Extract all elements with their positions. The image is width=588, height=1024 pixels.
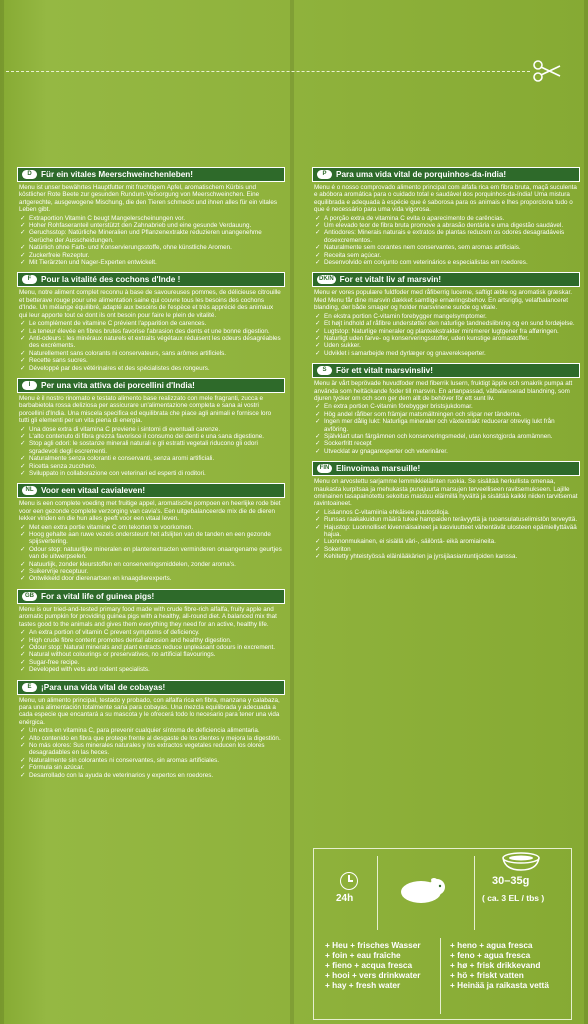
benefit-point: ✓ No más olores: Sus minerales naturales y los extractos vegetales reducen los olores desagradables en las heces. (19, 742, 283, 757)
bag-seam-left (0, 0, 4, 1024)
benefit-point: ✓ Naturalmente sem corantes nem conservantes, sem aromas artificiais. (314, 244, 578, 251)
benefit-point: ✓ Fórmula sin azúcar. (19, 764, 283, 771)
section-intro: Menu is een complete voeding met fruitige appel, aromatische pompoen en heerlijke rode biet voor een gezonde complete verzorging van cavia's. Een uitgebalanceerde mix die de dieren lekker vinden en die hun alles geeft voor een vitaal leven. (19, 500, 281, 523)
benefit-point: ✓ Développé par des vétérinaires et des spécialistes des rongeurs. (19, 365, 283, 372)
language-code-badge: F (22, 275, 37, 284)
divider (377, 856, 378, 930)
section-intro: Menu è il nostro rinomato e testato alimento base realizzato con mele fragranti, zucca e barbabietola rossa deliziosa per assicurare un'alimentazione completa e sana ai vostri porcellini d'India. Una miscela specifica ed equilibrata che piace agli animali e fornisce loro tutti gli elementi per un vita piena di energia. (19, 394, 272, 425)
benefit-point: ✓ En extra portion C-vitamin förebygger bristsjukdomar. (314, 403, 578, 410)
section-intro: Menu ist unser bewährtes Hauptfutter mit fruchtigem Apfel, aromatischem Kürbis und köstlicher Rote Beete zur gesunden Rundum-Versorgung von Meerschweinchen. Eine artgerechte, ausgewogene Mischung, die den Tieren schmeckt und ihnen alles für ein vitales Leben gibt. (19, 184, 277, 214)
section-title: For a vital life of guinea pigs! (41, 591, 155, 601)
language-section (17, 167, 285, 266)
benefit-point: ✓ Stop agli odori: le sostanze minerali naturali e gli estratti vegetali riducono gli odori sgradevoli degli escrementi. (19, 440, 283, 455)
benefit-point: ✓ Extraportion Vitamin C beugt Mangelerscheinungen vor. (19, 215, 283, 222)
benefit-point: ✓ Zuckerfreie Rezeptur. (19, 252, 283, 259)
benefit-point: ✓ Una dose extra di vitamina C previene i sintomi di eventuali carenze. (19, 426, 283, 433)
benefit-point: ✓ Uden sukker. (314, 342, 578, 349)
feeding-duration: 24h (336, 893, 354, 904)
feeding-line: + fieno + acqua fresca (325, 960, 413, 970)
feeding-line: + hö + friskt vatten (450, 970, 524, 980)
daily-dose: 30–35g (492, 875, 530, 887)
section-header (312, 363, 580, 378)
benefit-point: ✓ Sockerfritt recept (314, 440, 578, 447)
guinea-pig-icon (397, 876, 447, 904)
benefit-point: ✓ Antiodores: Minerais naturais e extratos de plantas reduzem os odores desagradáveis dosexcrementos. (314, 229, 578, 244)
benefit-point: ✓ Ricetta senza zucchero. (19, 463, 283, 470)
benefit-point: ✓ Geruchsstop: Natürliche Mineralien und Pflanzenextrakte reduzieren unangenehme Gerüche der Ausscheidungen. (19, 229, 283, 244)
benefit-point: ✓ High crude fibre content promotes dental abrasion and healthy digestion. (19, 637, 283, 644)
language-code-badge: S (317, 366, 332, 375)
benefit-point: ✓ Suikervrije receptuur. (19, 568, 283, 575)
section-title: För ett vitalt marsvinsliv! (336, 366, 433, 376)
clock-icon (340, 872, 358, 890)
section-intro: Menu, un alimento principal, testado y probado, con alfalfa rica en fibra, manzana y calabaza, para una alimentación totalmente sana para cobayas. Una mezcla equilibrada y adecuada a cada especie que encantará a su mascota y le ofrecerá todo lo necesario para tener una vida enérgica. (19, 696, 280, 726)
language-section (17, 272, 285, 371)
language-section (312, 272, 580, 357)
benefit-point: ✓ Lisäannos C-vitamiinia ehkäisee puutostiloja. (314, 509, 578, 516)
benefit-point: ✓ Um elevado teor de fibra bruta promove a abrasão dentária e uma digestão saudável. (314, 222, 578, 229)
section-header (312, 167, 580, 182)
benefit-point: ✓ Sugar-free recipe. (19, 659, 283, 666)
left-language-column (17, 167, 285, 785)
benefit-point: ✓ Ontwikkeld door dierenartsen en knaagdierexperts. (19, 575, 283, 582)
language-code-badge: E (22, 683, 37, 692)
benefit-point: ✓ Naturalmente sin colorantes ni conservantes, sin aromas artificiales. (19, 757, 283, 764)
feeding-line: + Heu + frisches Wasser (325, 940, 421, 950)
benefit-point: ✓ Desarrollado con la ayuda de veterinarios y expertos en roedores. (19, 772, 283, 779)
benefit-point: ✓ Hoog gehalte aan ruwe vezels ondersteunt het afslijten van de tanden en een gezonde spijsvertering. (19, 531, 283, 546)
benefit-point: ✓ Odour stop: natuurlijke mineralen en plantenextracten verminderen onaangename geurtjes van de uitwerpselen. (19, 546, 283, 561)
benefit-point: ✓ Anti-odeurs : les minéraux naturels et extraits végétaux réduisent les odeurs désagréables des excréments. (19, 335, 283, 350)
right-language-column (312, 167, 580, 567)
benefit-point: ✓ Un extra en vitamina C, para prevenir cualquier síntoma de deficiencia alimentaria. (19, 727, 283, 734)
language-section (17, 680, 285, 779)
benefit-point: ✓ Kehitetty yhteistyössä eläinlääkärien ja jyrsijäasiantuntijoiden kanssa. (314, 553, 578, 560)
benefit-point: ✓ La teneur élevée en fibres brutes favorise l'abrasion des dents et une bonne digestion. (19, 328, 283, 335)
section-header (17, 483, 285, 498)
feeding-line: + feno + agua fresca (450, 950, 531, 960)
language-section (312, 461, 580, 560)
benefit-point: ✓ Recette sans sucres. (19, 357, 283, 364)
scissors-icon (533, 60, 561, 82)
benefit-point: ✓ Alto contenido en fibra que protege frente al desgaste de los dientes y mejora la digestión. (19, 735, 283, 742)
benefit-point: ✓ Naturalmente senza coloranti e conservanti, senza aromi artificiali. (19, 455, 283, 462)
benefit-point: ✓ Naturligt uden farve- og konserveringsstoffer, uden kunstige aromastoffer. (314, 335, 578, 342)
feeding-line: + Heinää ja raikasta vettä (450, 980, 549, 990)
food-bowl-icon (497, 852, 545, 872)
benefit-point: ✓ Udviklet i samarbejde med dyrlæger og gnaverekseperter. (314, 350, 578, 357)
feeding-line: + heno + agua fresca (450, 940, 533, 950)
benefit-point: ✓ A porção extra de vitamina C evita o aparecimento de carências. (314, 215, 578, 222)
bag-seam-center (290, 0, 294, 1024)
section-title: Voor een vitaal cavialeven! (41, 486, 146, 496)
benefit-point: ✓ Natürlich ohne Farb- und Konservierungsstoffe, ohne künstliche Aromen. (19, 244, 283, 251)
benefit-point: ✓ Hajustop: Luonnolliset kivennäisaineet ja kasviuutteet vähentävät ulosteen epämiellyttävää hajua. (314, 524, 578, 539)
section-title: Elinvoimaa marsuille! (336, 464, 421, 474)
section-intro: Menu é o nosso comprovado alimento principal com alfafa rica em fibra bruta, maçã suculenta e abóbora aromática para o cuidado total e saudável dos porquinhos-da-índia! Uma mistura equilibrada e adequada à espécie que é saborosa para os animais e lhes proporciona tudo o que é necessário para uma vida vigorosa. (314, 184, 577, 214)
language-section (312, 167, 580, 266)
benefit-point: ✓ An extra portion of vitamin C prevent symptoms of deficiency. (19, 629, 283, 636)
daily-dose-spoons: ( ca. 3 EL / tbs ) (482, 893, 545, 903)
benefit-point: ✓ Developed with vets and rodent specialists. (19, 666, 283, 673)
language-code-badge: GB (22, 592, 37, 601)
cut-line (6, 71, 530, 72)
section-title: Für ein vitales Meerschweinchenleben! (41, 170, 193, 179)
section-title: Per una vita attiva dei porcellini d'India! (41, 380, 195, 390)
language-section (17, 483, 285, 582)
bag-seam-right (584, 0, 588, 1024)
benefit-point: ✓ Sokeriton (314, 546, 578, 553)
section-intro: Menu is our tried-and-tested primary food made with crude fibre-rich alfalfa, fruity apple and aromatic pumpkin for providing guinea pigs with a healthy, all-round diet. A balanced mix that tastes good to the animals and gives them everything they need for an active, healthy life. (19, 605, 277, 628)
feeding-line: + hay + fresh water (325, 980, 401, 990)
feeding-line: + foin + eau fraîche (325, 950, 401, 960)
benefit-point: ✓ Et højt indhold af råfibre understøtter den naturlige tandnedslibning og en sund fordøjelse. (314, 320, 578, 327)
language-section (17, 378, 285, 477)
section-title: For et vitalt liv af marsvin! (339, 275, 442, 285)
benefit-point: ✓ Met een extra portie vitamine C om tekorten te voorkomen. (19, 524, 283, 531)
language-code-badge: D (22, 170, 37, 179)
benefit-point: ✓ Desenvolvido em conjunto com veterinários e especialistas em roedores. (314, 259, 578, 266)
benefit-point: ✓ Sviluppato in collaborazione con veterinari ed esperti di roditori. (19, 470, 283, 477)
feeding-line: + hooi + vers drinkwater (325, 970, 421, 980)
benefit-point: ✓ Självklart utan färgämnen och konserveringsmedel, utan konstgjorda aromämnen. (314, 433, 578, 440)
section-header (17, 680, 285, 695)
benefit-point: ✓ En ekstra portion C-vitamin forebygger mangelsymptomer. (314, 313, 578, 320)
benefit-point: ✓ Ingen mer dålig lukt: Naturliga mineraler och växtextrakt reducerar otrevlig lukt från avföring. (314, 418, 578, 433)
language-code-badge: I (22, 381, 37, 390)
language-code-badge: FIN (317, 464, 332, 473)
section-title: Para uma vida vital de porquinhos-da-índia! (336, 170, 507, 179)
benefit-point: ✓ Utvecklat av gnagarexperter och veterinärer. (314, 448, 578, 455)
section-title: ¡Para una vida vital de cobayas! (41, 682, 166, 692)
section-intro: Menu, notre aliment complet reconnu à base de savoureuses pommes, de délicieuse citrouille et betterave rouge pour une alimentation saine qui couvre tous les besoins des cochons d'Inde. Un mélange équilibré, adapté aux besoins de l'espèce et très apprécié des animaux qui leur apporte tout ce dont ils ont besoin pour faire le plein de vitalité. (19, 289, 281, 319)
divider (440, 938, 441, 1014)
section-intro: Menu är vårt beprövade huvudfoder med fiberrik lusern, fruktigt äpple och smakrik pumpa att använda som heltäckande foder till marsvin. En artanpassad, välbalanserad blandning, som djuren tycker om och som ger dem allt de behöver för ett sunt liv. (314, 380, 573, 402)
section-intro: Menu on arvostettu sarjamme lemmikkieläinten ruokia. Se sisältää herkullista omenaa, maukasta kurpitsaa ja mehukasta punajuurta marsujen terveelliseen ravitsemukseen. Lajille ominainen tasapainotettu sekoitus maistuu eläimillä hyvältä ja sisältää kaikki niiden tarvitsemat ravintoaineet. (314, 478, 578, 508)
feeding-list-right (450, 940, 549, 990)
section-title: Pour la vitalité des cochons d'Inde ! (41, 275, 181, 285)
benefit-point: ✓ Luonnonmukainen, ei sisällä väri-, säilöntä- eikä aromiaineita. (314, 538, 578, 545)
section-header (17, 272, 285, 287)
language-code-badge: DK/N (319, 276, 334, 283)
benefit-point: ✓ Receita sem açúcar. (314, 252, 578, 259)
section-header (312, 272, 580, 287)
language-section (312, 363, 580, 455)
benefit-point: ✓ Lugtstop: Naturlige mineraler og planteekstrakter minimerer lugtgener fra afføringen. (314, 328, 578, 335)
benefit-point: ✓ Natural without colourings or preservatives, no artificial flavourings. (19, 651, 283, 658)
feeding-list-left (325, 940, 421, 990)
language-section (17, 589, 285, 674)
language-code-badge: P (317, 170, 332, 179)
section-header (312, 461, 580, 476)
section-header (17, 378, 285, 393)
benefit-point: ✓ Hoher Rohfaseranteil unterstützt den Zahnabrieb und eine gesunde Verdauung. (19, 222, 283, 229)
benefit-point: ✓ Natuurlijk, zonder kleurstoffen en conserveringsmiddelen, zonder aroma's. (19, 561, 283, 568)
benefit-point: ✓ Mit Tierärzten und Nager-Experten entwickelt. (19, 259, 283, 266)
benefit-point: ✓ Le complément de vitamine C prévient l'apparition de carences. (19, 320, 283, 327)
benefit-point: ✓ Runsas raakakuidun määrä tukee hampaiden terävyyttä ja ruoansulatuselimistön terveyttä. (314, 516, 578, 523)
benefit-point: ✓ Hög andel råfiber som främjar matsmältningen och slipar ner tänderna. (314, 411, 578, 418)
language-code-badge: NL (22, 486, 37, 495)
benefit-point: ✓ Odour stop: Natural minerals and plant extracts reduce unpleasant odours in excrement. (19, 644, 283, 651)
section-header (17, 167, 285, 182)
section-header (17, 589, 285, 604)
section-intro: Menu er vores populære fuldfoder med råfiberrig lucerne, saftigt æble og aromatisk græskar. Med Menu får dine marsvin dækket samtlige ernæringsbehov. En artsrigtig, velafbalanceret blanding, der både smager og holder marsvinene sunde og vitale. (314, 289, 572, 312)
benefit-point: ✓ L'alto contenuto di fibra grezza favorisce il consumo dei denti e una sana digestione. (19, 433, 283, 440)
divider (474, 856, 475, 930)
feeding-line: + hø + frisk drikkevand (450, 960, 541, 970)
benefit-point: ✓ Naturellement sans colorants ni conservateurs, sans arômes artificiels. (19, 350, 283, 357)
